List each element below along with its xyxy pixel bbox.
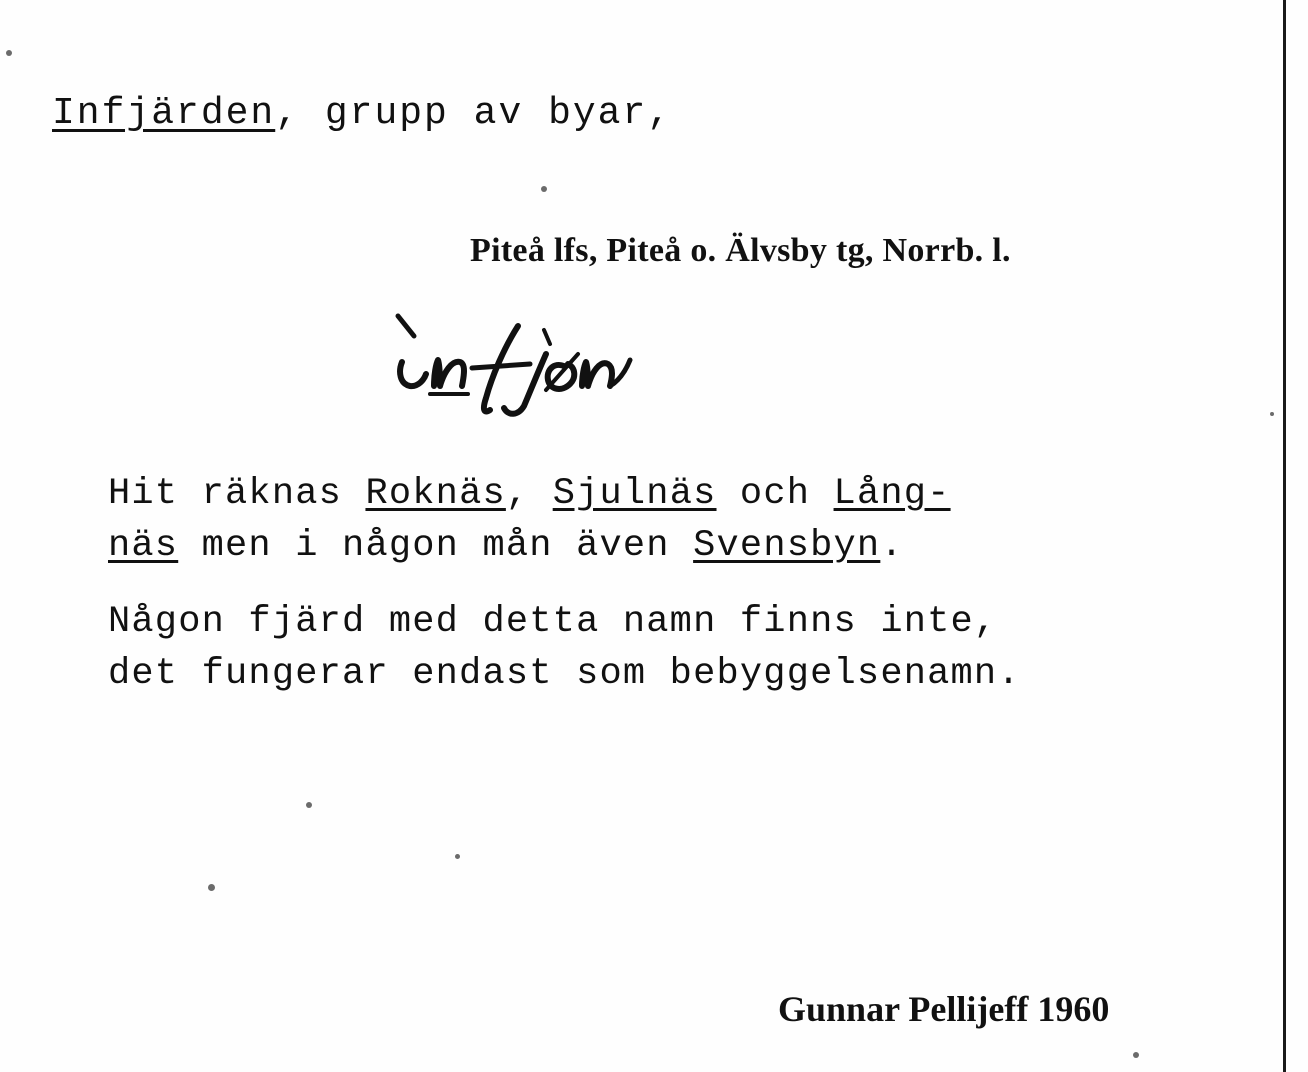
scan-speck bbox=[1133, 1052, 1139, 1058]
scan-speck bbox=[455, 854, 460, 859]
signature: Gunnar Pellijeff 1960 bbox=[778, 989, 1110, 1029]
headword: Infjärden bbox=[52, 92, 276, 135]
place-roknas: Roknäs bbox=[365, 473, 506, 515]
body-line-4: det fungerar endast som bebyggelsenamn. bbox=[108, 653, 1021, 695]
place-sjulnas: Sjulnäs bbox=[552, 473, 717, 515]
body-line-2: näs men i någon mån även Svensbyn. bbox=[108, 525, 904, 567]
place-langnas-part2: näs bbox=[108, 525, 179, 567]
card-edge-rule bbox=[1283, 0, 1286, 1072]
body-paragraph-2 bbox=[108, 596, 1021, 700]
scan-speck bbox=[6, 50, 12, 56]
scan-speck bbox=[541, 186, 547, 192]
place-langnas-part1: Lång- bbox=[833, 473, 951, 515]
handwriting-icon bbox=[368, 310, 728, 420]
headword-line bbox=[52, 92, 672, 135]
body-line-3: Någon fjärd med detta namn finns inte, bbox=[108, 601, 998, 643]
scan-speck bbox=[1270, 412, 1274, 416]
body-line-1: Hit räknas Roknäs, Sjulnäs och Lång- bbox=[108, 473, 951, 515]
parish-line: Piteå lfs, Piteå o. Älvsby tg, Norrb. l. bbox=[470, 232, 1011, 269]
scan-speck bbox=[306, 802, 312, 808]
headword-suffix: , grupp av byar, bbox=[275, 92, 673, 135]
scan-speck bbox=[208, 884, 215, 891]
handwritten-pronunciation bbox=[368, 310, 728, 420]
place-svensbyn: Svensbyn bbox=[693, 525, 881, 567]
body-paragraph-1 bbox=[108, 468, 951, 572]
